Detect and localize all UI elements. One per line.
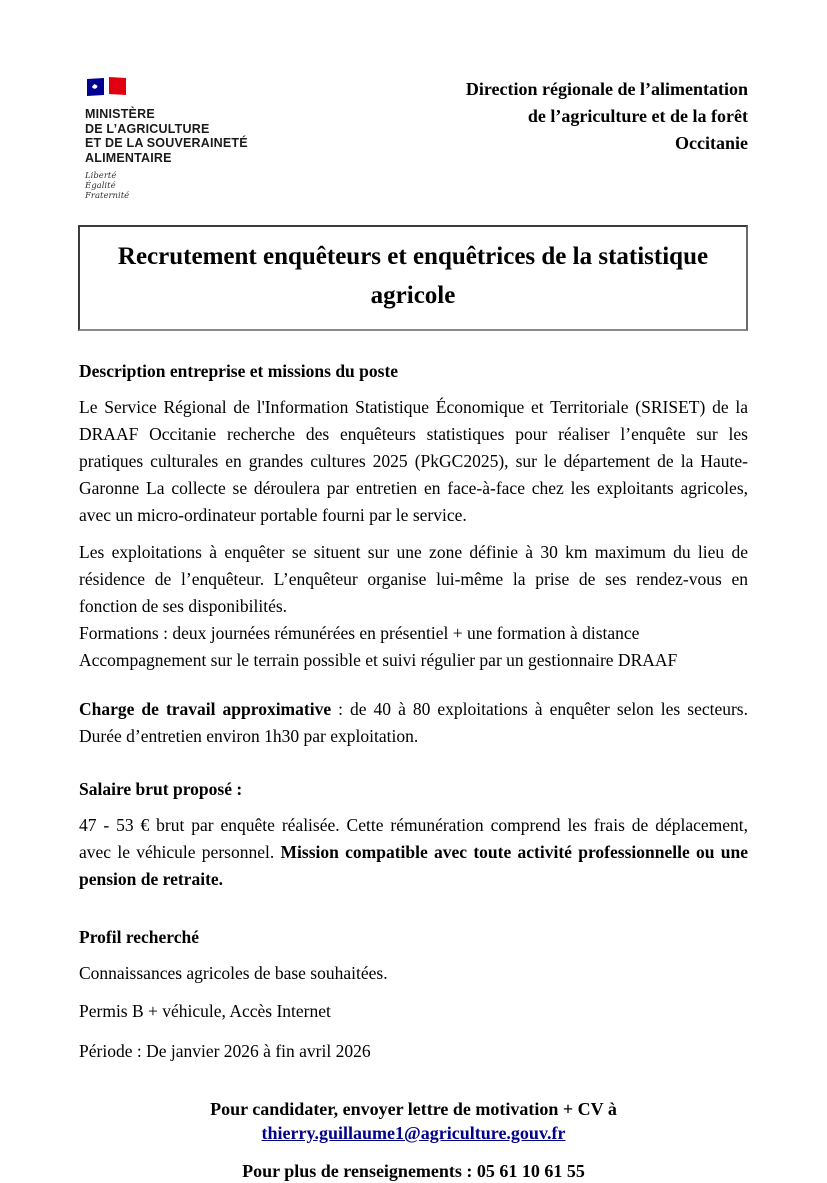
- motto-line: Égalité: [85, 181, 116, 191]
- section-heading-salaire: Salaire brut proposé :: [79, 779, 243, 799]
- charge-label: Charge de travail approximative: [79, 699, 332, 719]
- direction-line: Occitanie: [675, 133, 748, 153]
- contact-block: [0, 1097, 827, 1183]
- ministry-name: [85, 107, 285, 165]
- paragraph-salaire: [79, 812, 748, 893]
- salaire-text: 47 - 53 € brut par enquête réalisée. Cette rémunération comprend les frais de déplacement, avec le véhicule personnel.: [79, 815, 748, 862]
- paragraph-charge: [79, 696, 748, 750]
- ministry-name-line: MINISTÈRE: [85, 107, 155, 121]
- direction-line: Direction régionale de l’alimentation: [465, 79, 748, 99]
- republic-motto: [85, 171, 285, 201]
- charge-text: : de 40 à 80 exploitations à enquêter selon les secteurs. Durée d’entretien environ 1h30 par exploitation.: [79, 699, 748, 746]
- email-link[interactable]: thierry.guillaume1@agriculture.gouv.fr: [261, 1123, 566, 1143]
- regional-direction-block: [466, 73, 748, 157]
- accompagnement-text: Accompagnement sur le terrain possible et suivi régulier par un gestionnaire DRAAF: [79, 650, 678, 670]
- title-box: [78, 225, 748, 331]
- ministry-logo-block: [85, 73, 285, 201]
- document-header: [0, 0, 827, 201]
- formations-text: Formations : deux journées rémunérées en présentiel + une formation à distance: [79, 623, 640, 643]
- french-flag-icon: [85, 73, 129, 103]
- phone-info: Pour plus de renseignements : 05 61 10 61 55: [242, 1161, 585, 1181]
- ministry-name-line: ALIMENTAIRE: [85, 150, 172, 165]
- apply-instruction: Pour candidater, envoyer lettre de motivation + CV à: [210, 1099, 617, 1119]
- ministry-name-line: DE L’AGRICULTURE: [85, 121, 210, 136]
- section-heading-profil: Profil recherché: [79, 927, 200, 947]
- profil-line-permis: Permis B + véhicule, Accès Internet: [79, 1001, 331, 1021]
- paragraph-mission: Le Service Régional de l'Information Statistique Économique et Territoriale (SRISET) de la DRAAF Occitanie recherche des enquêteurs statistiques pour réaliser l’enquête sur les pratiques culturales en grandes cultures 2025 (PkGC2025), sur le département de la Haute-Garonne La collecte se déroulera par entretien en face-à-face chez les exploitants agricoles, avec un micro-ordinateur portable fourni par le service.: [79, 397, 748, 525]
- ministry-name-line: ET DE LA SOUVERAINETÉ: [85, 136, 248, 150]
- motto-line: Fraternité: [85, 191, 130, 201]
- zone-text: Les exploitations à enquêter se situent sur une zone définie à 30 km maximum du lieu de résidence de l’enquêteur. L’enquêteur organise lui-même la prise de ses rendez-vous en fonction de ses disponibilités.: [79, 542, 748, 616]
- profil-line-connaissances: Connaissances agricoles de base souhaitées.: [79, 963, 388, 983]
- direction-line: de l’agriculture et de la forêt: [527, 106, 748, 126]
- profil-line-periode: Période : De janvier 2026 à fin avril 2026: [79, 1041, 371, 1061]
- section-heading-description: Description entreprise et missions du poste: [79, 361, 399, 381]
- motto-line: Liberté: [85, 171, 117, 181]
- email-line: [0, 1121, 827, 1145]
- document-body: [79, 358, 748, 1065]
- paragraph-zone: [79, 539, 748, 674]
- page-title: Recrutement enquêteurs et enquêtrices de la statistique agricole: [117, 243, 709, 309]
- salaire-mission-bold: Mission compatible avec toute activité professionnelle ou une pension de retraite.: [79, 842, 748, 889]
